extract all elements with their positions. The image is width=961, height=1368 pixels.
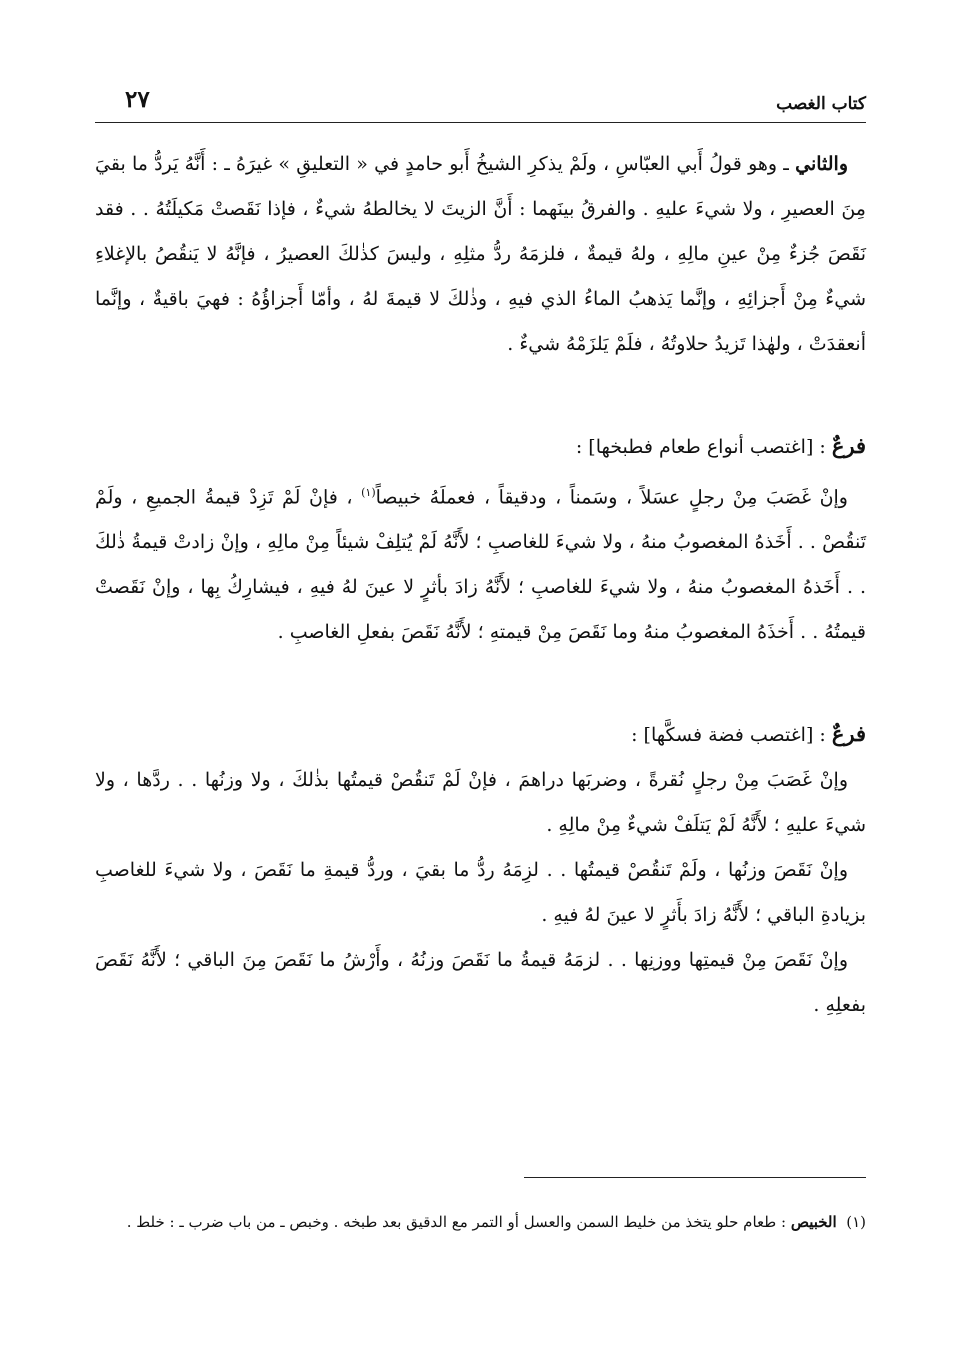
footnote-reference[interactable]: (١) <box>361 486 376 499</box>
section-gap <box>95 655 866 711</box>
section-gap <box>95 367 866 423</box>
branch-heading-2 <box>95 711 866 758</box>
paragraph-4: وإنْ نَقَصَ وزنُها ، ولَمْ تَنقُصْ قيمتُها . . لزِمَهُ ردُّ ما بقيَ ، وردُّ قيمةِ ما نَقَصَ ، ولا شيءَ للغاصبِ بزيادةِ الباقي ؛ لأَنَّهُ زادَ بأَثرٍ لا عينَ لهُ فيهِ . <box>95 859 866 927</box>
paragraph-5: وإنْ نَقَصَ مِنْ قيمتِها ووزنِها . . لزمَهُ قيمةُ ما نَقَصَ وزنُهُ ، وأَرْشُ ما نَقَصَ مِنَ الباقي ؛ لأَنَّهُ نَقَصَ بفعلِهِ . <box>95 949 866 1017</box>
running-head: كتاب الغصب <box>776 94 866 114</box>
paragraph-1-text: ـ وهو قولُ أَبي العبّاسِ ، ولَمْ يذكرِ الشيخُ أَبو حامدٍ في « التعليقِ » غيرَهُ ـ : أَنَّهُ يَردُّ ما بقيَ مِنَ العصيرِ ، ولا شيءَ عليهِ . والفرقُ بينَهما : أَنَّ الزيتَ لا يخالطهُ شيءٌ ، فإذا نَقَصتْ مَكيلَتُهُ . . فقد نَقَصَ جُزءٌ مِنْ عينِ مالِهِ ، ولهُ قيمةٌ ، فلزمَهُ ردُّ مثلِهِ ، وليسَ كذٰلكَ العصيرُ ، فإنَّهُ لا يَنقُصُ بالإغلاءِ شيءٌ مِنْ أَجزائِهِ ، وإنَّما يَذهبُ الماءُ الذي فيهِ ، وذٰلكَ لا قيمةَ لهُ ، وأمّا أَجزاؤُهُ : فهيَ باقيةٌ ، وإنَّما أنعقدَتْ ، ولهٰذا تَزيدُ حلاوتُهُ ، فلَمْ يَلزَمْهُ شيءٌ . <box>95 153 866 355</box>
paragraph-1-lead: والثاني <box>795 153 848 175</box>
branch-heading-1 <box>95 423 866 470</box>
branch-2-title: : [اغتصب فضة فسكَّها] : <box>631 724 832 747</box>
footnote-1-marker: (١) <box>846 1213 866 1231</box>
footnotes <box>95 1206 866 1238</box>
page-header <box>95 82 866 123</box>
footnote-divider <box>524 1177 866 1178</box>
footnote-1-term: الخبيص <box>790 1213 837 1231</box>
paragraph-3: وإنْ غَصَبَ مِنْ رجلٍ نُقرةً ، وضربَها دراهمَ ، فإنْ لَمْ تَنقُصْ قيمتُها بذٰلكَ ، ولا وزنُها . . ردَّها ، ولا شيءَ عليهِ ؛ لأَنَّهُ لَمْ يَتلَفْ شيءٌ مِنْ مالِهِ . <box>95 769 866 837</box>
paragraph-2-text-a: وإنْ غَصَبَ مِنْ رجلٍ عسَلاً ، وسَمناً ، ودقيقاً ، فعملَهُ خبيصاً <box>375 486 848 509</box>
branch-1-word: فرعٌ <box>831 433 866 458</box>
footnote-1 <box>95 1206 866 1238</box>
paragraph-1 <box>95 142 866 367</box>
footnote-1-text: : طعام حلو يتخذ من خليط السمن والعسل أو التمر مع الدقيق بعد طبخه . وخبص ـ من باب ضرب ـ : خلط . <box>126 1213 791 1231</box>
page-number: ٢٧ <box>125 86 150 113</box>
paragraph-2 <box>95 470 866 655</box>
paragraph-2-text-b: ، فإنْ لَمْ تَزِدْ قيمةُ الجميعِ ، ولَمْ تَنقُصْ . . أَخَذهُ المغصوبُ منهُ ، ولا شيءَ للغاصبِ ؛ لأَنَّهُ لَمْ يُتلِفْ شيئاً مِنْ مالِهِ ، وإنْ زادتْ قيمةُ ذٰلكَ . . أَخَذهُ المغصوبُ منهُ ، ولا شيءَ للغاصبِ ؛ لأَنَّهُ زادَ بأثرٍ لا عينَ لهُ فيهِ ، فيشارِكُ بِها ، وإنْ نَقَصتْ قيمتُهُ . . أَخذَهُ المغصوبُ منهُ وما نَقَصَ مِنْ قيمتهِ ؛ لأَنَّهُ نَقَصَ بفعلِ الغاصبِ . <box>95 486 866 644</box>
branch-1-title: : [اغتصب أنواع طعام فطبخها] : <box>575 436 832 458</box>
main-text <box>95 142 866 1028</box>
branch-2-word: فرعٌ <box>831 721 866 747</box>
